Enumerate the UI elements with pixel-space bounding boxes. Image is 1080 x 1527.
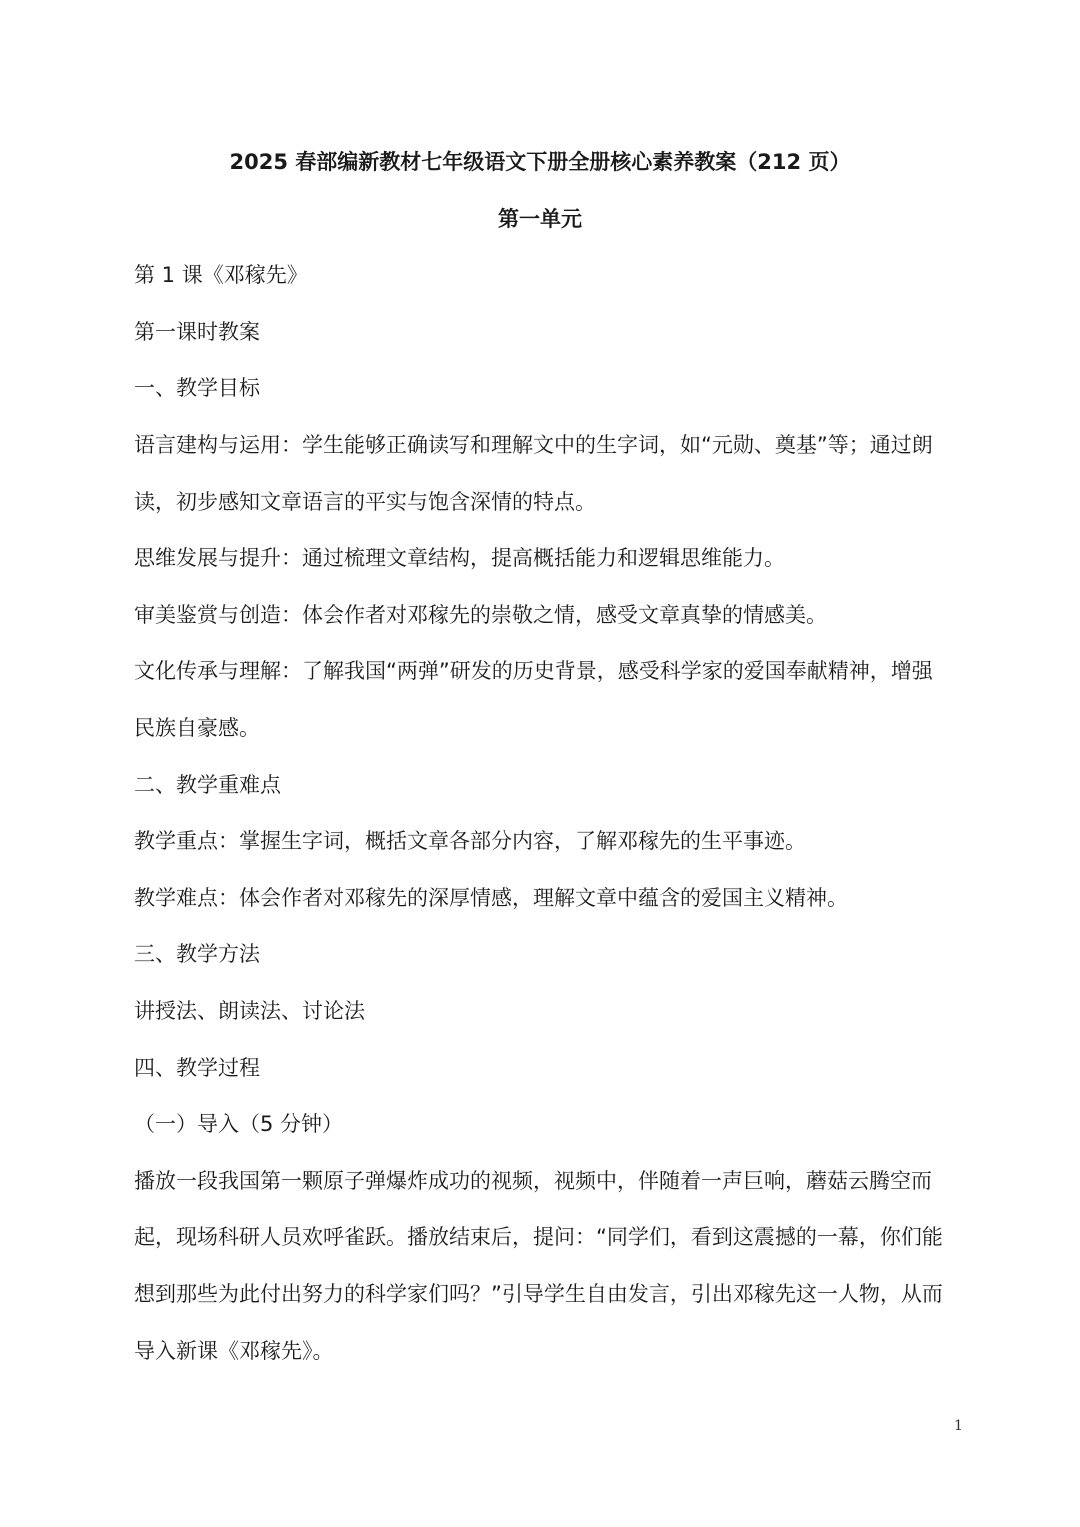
- unit-heading: 第一单元: [498, 207, 582, 231]
- paragraph-line: 民族自豪感。: [134, 716, 260, 740]
- paragraph-line: 思维发展与提升：通过梳理文章结构，提高概括能力和逻辑思维能力。: [134, 546, 785, 570]
- paragraph-line: 教学重点：掌握生字词，概括文章各部分内容，了解邓稼先的生平事迹。: [134, 829, 806, 853]
- paragraph-line: 想到那些为此付出努力的科学家们吗？”引导学生自由发言，引出邓稼先这一人物，从而: [134, 1282, 943, 1306]
- section-heading: 四、教学过程: [134, 1056, 260, 1080]
- paragraph-line: 导入新课《邓稼先》。: [134, 1339, 334, 1363]
- paragraph-line: 教学难点：体会作者对邓稼先的深厚情感，理解文章中蕴含的爱国主义精神。: [134, 886, 848, 910]
- paragraph-line: 审美鉴赏与创造：体会作者对邓稼先的崇敬之情，感受文章真挚的情感美。: [134, 603, 827, 627]
- section-heading: 二、教学重难点: [134, 773, 281, 797]
- lesson-title: 第 1 课《邓稼先》: [134, 263, 308, 287]
- paragraph-line: 讲授法、朗读法、讨论法: [134, 999, 365, 1023]
- section-heading: 三、教学方法: [134, 942, 260, 966]
- section-heading: 一、教学目标: [134, 376, 260, 400]
- paragraph-line: 语言建构与运用：学生能够正确读写和理解文中的生字词，如“元勋、奠基”等；通过朗: [134, 433, 933, 457]
- page-number: 1: [954, 1418, 963, 1434]
- document-title: 2025 春部编新教材七年级语文下册全册核心素养教案（212 页）: [229, 150, 851, 174]
- paragraph-line: 文化传承与理解：了解我国“两弹”研发的历史背景，感受科学家的爱国奉献精神，增强: [134, 659, 933, 683]
- subsection-heading: （一）导入（5 分钟）: [134, 1112, 344, 1136]
- paragraph-line: 读，初步感知文章语言的平实与饱含深情的特点。: [134, 490, 596, 514]
- paragraph-line: 播放一段我国第一颗原子弹爆炸成功的视频，视频中，伴随着一声巨响，蘑菇云腾空而: [134, 1169, 932, 1193]
- paragraph-line: 起，现场科研人员欢呼雀跃。播放结束后，提问：“同学们，看到这震撼的一幕，你们能: [134, 1225, 943, 1249]
- lesson-period: 第一课时教案: [134, 320, 260, 344]
